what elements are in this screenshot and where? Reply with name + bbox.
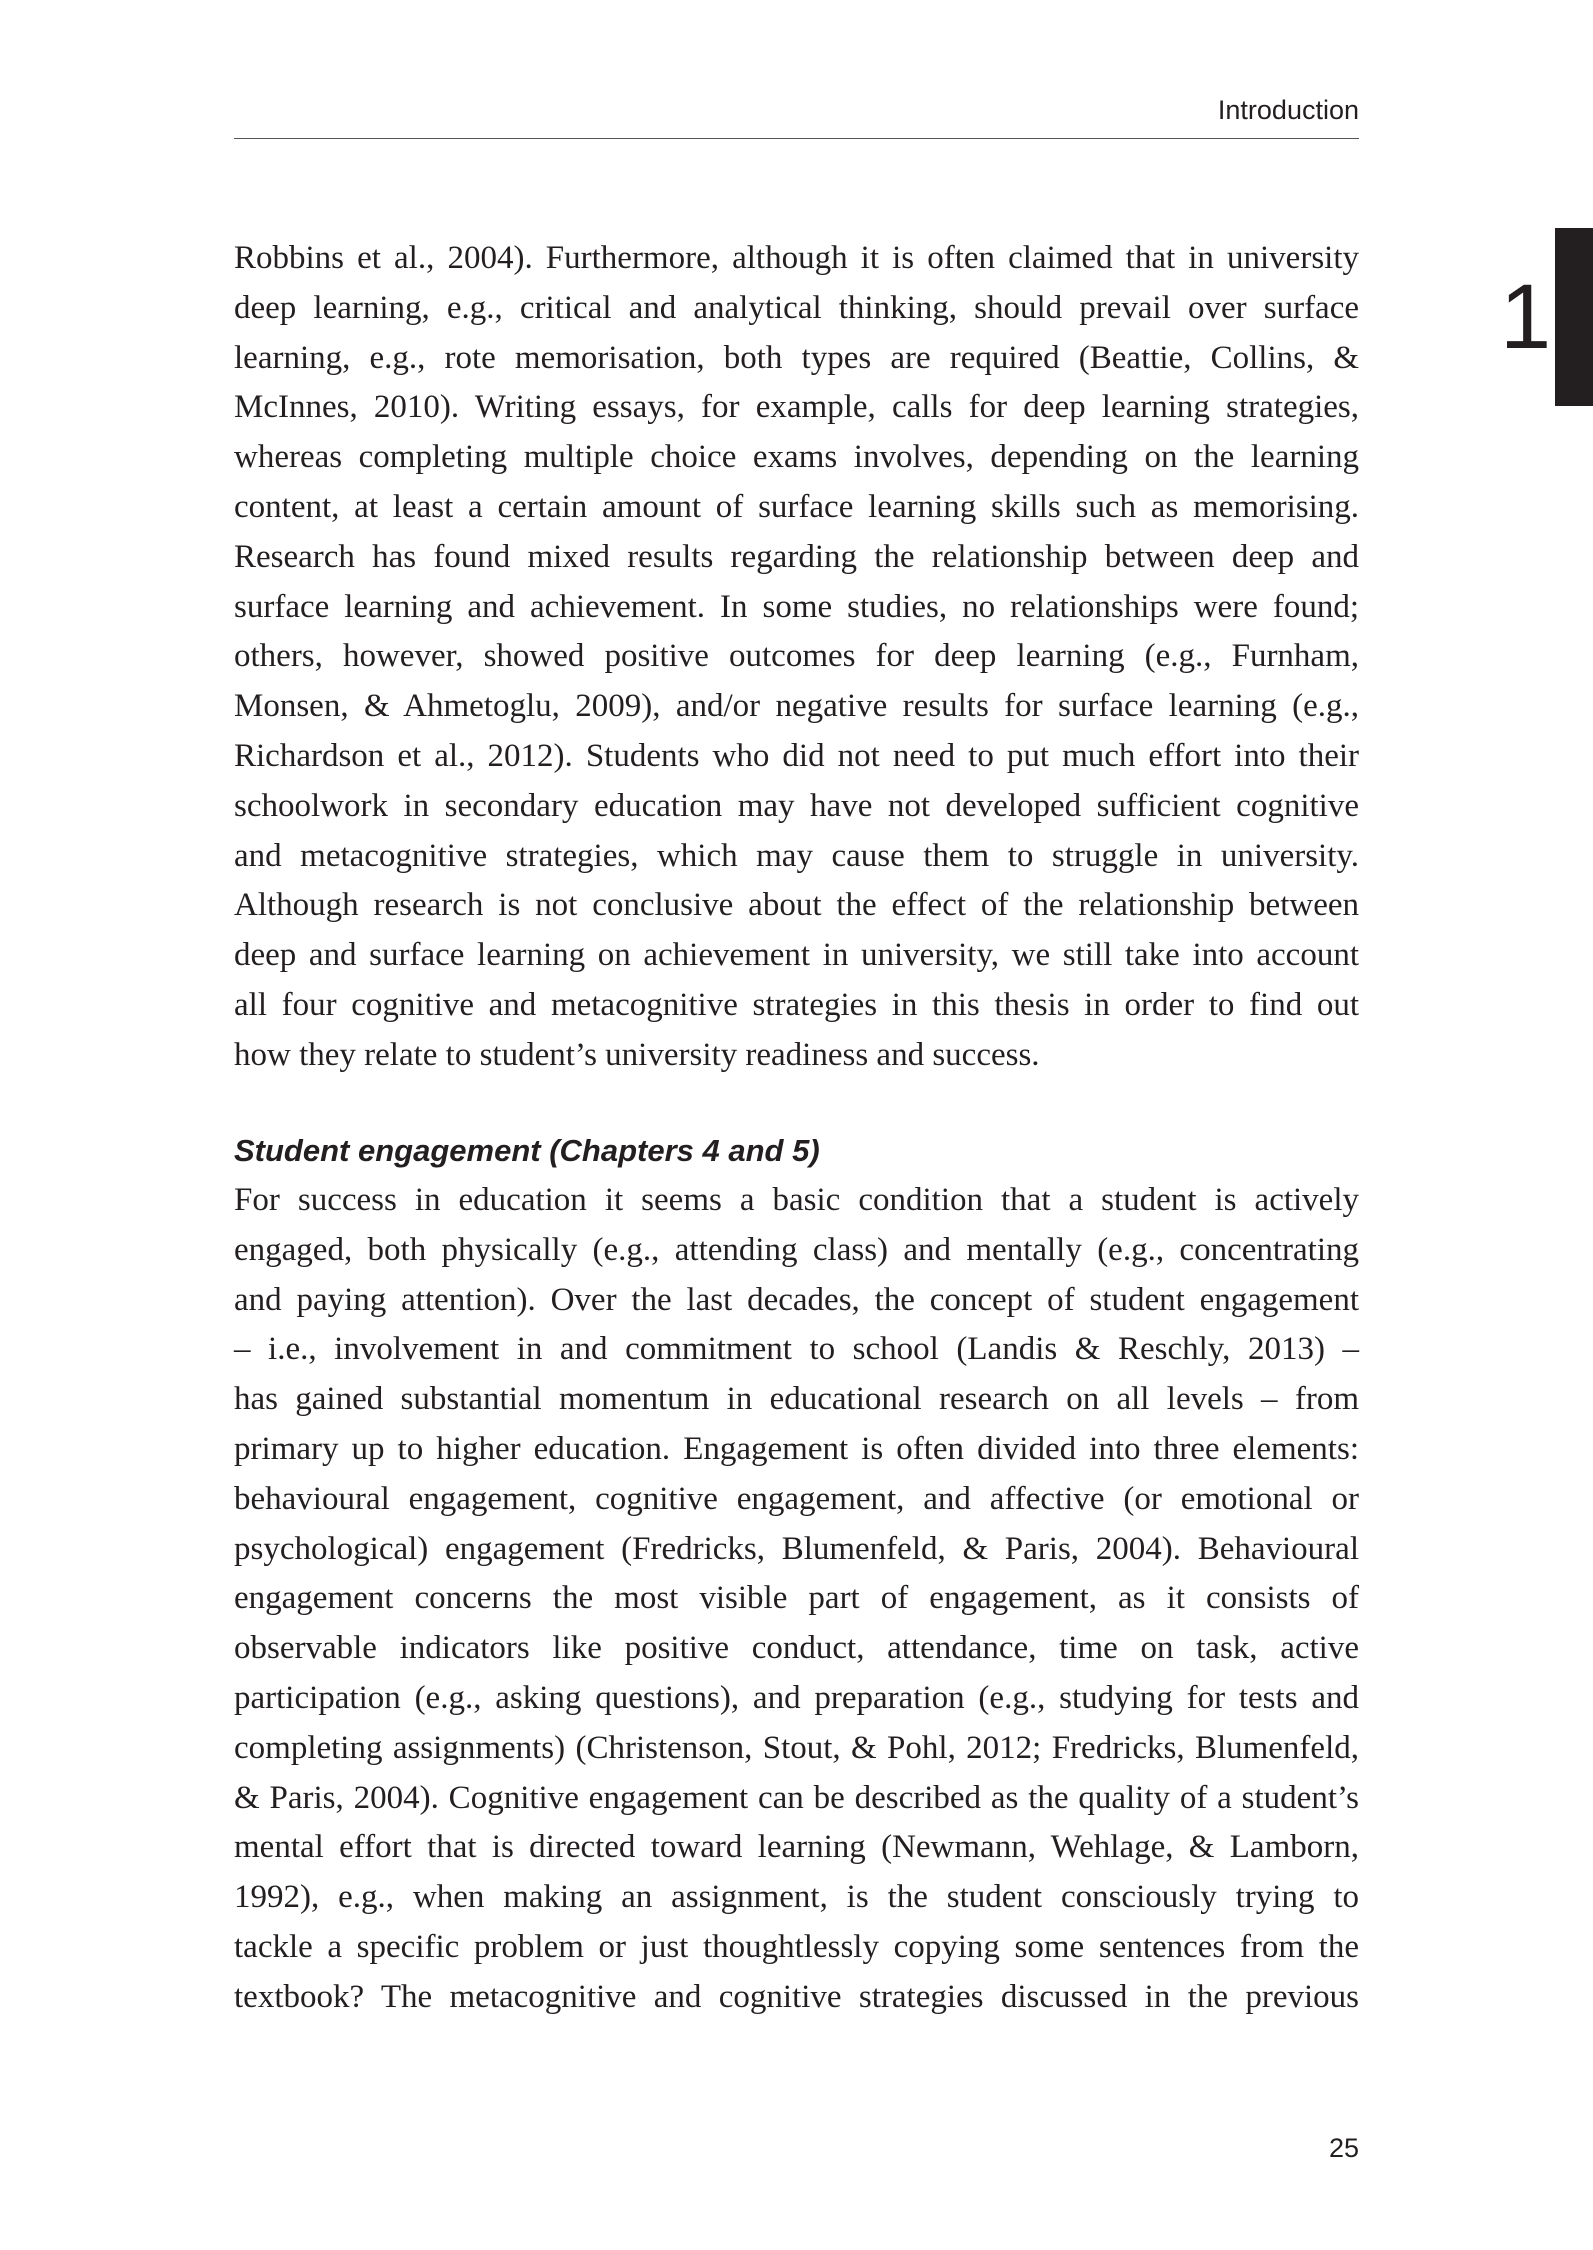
text-line: Although research is not conclusive about the effect of the relationship between [234, 887, 1359, 924]
text-line: mental effort that is directed toward learning (Newmann, Wehlage, & Lamborn, [234, 1829, 1359, 1866]
section-heading: Student engagement (Chapters 4 and 5) [234, 1133, 820, 1168]
running-header-title: Introduction [1217, 95, 1359, 125]
text-line: schoolwork in secondary education may have not developed sufficient cognitive [234, 787, 1359, 824]
text-line: Research has found mixed results regarding the relationship between deep and [234, 538, 1359, 575]
text-line: engaged, both physically (e.g., attending class) and mentally (e.g., concentrating [234, 1231, 1359, 1268]
text-line: 1992), e.g., when making an assignment, is the student consciously trying to [234, 1879, 1359, 1916]
paragraph-student-engagement [234, 1176, 1359, 2023]
text-line: how they relate to student’s university readiness and success. [234, 1036, 1040, 1073]
text-line: has gained substantial momentum in educational research on all levels – from [234, 1381, 1359, 1418]
text-line: surface learning and achievement. In some studies, no relationships were found; [234, 588, 1359, 625]
text-line: Monsen, & Ahmetoglu, 2009), and/or negative results for surface learning (e.g., [234, 688, 1359, 725]
text-line: learning, e.g., rote memorisation, both types are required (Beattie, Collins, & [234, 339, 1359, 376]
text-line: Robbins et al., 2004). Furthermore, although it is often claimed that in university [234, 240, 1359, 276]
text-line: all four cognitive and metacognitive strategies in this thesis in order to find out [234, 986, 1359, 1023]
text-line: deep learning, e.g., critical and analytical thinking, should prevail over surface [234, 289, 1359, 326]
text-line: Richardson et al., 2012). Students who did not need to put much effort into their [234, 737, 1359, 774]
text-line: McInnes, 2010). Writing essays, for example, calls for deep learning strategies, [234, 389, 1359, 426]
text-line: others, however, showed positive outcomes for deep learning (e.g., Furnham, [234, 638, 1359, 675]
paragraph-cognitive-strategies [234, 234, 1359, 1081]
text-line: tackle a specific problem or just thoughtlessly copying some sentences from the [234, 1928, 1359, 1965]
text-line: and paying attention). Over the last decades, the concept of student engagement [234, 1281, 1359, 1318]
text-line: psychological) engagement (Fredricks, Blumenfeld, & Paris, 2004). Behavioural [234, 1530, 1359, 1567]
text-line: whereas completing multiple choice exams involves, depending on the learning [234, 439, 1359, 476]
text-line: behavioural engagement, cognitive engagement, and affective (or emotional or [234, 1480, 1359, 1517]
chapter-number: 1 [1500, 266, 1552, 368]
text-line: engagement concerns the most visible part of engagement, as it consists of [234, 1580, 1359, 1617]
text-line: participation (e.g., asking questions), and preparation (e.g., studying for tests and [234, 1679, 1359, 1716]
text-line: deep and surface learning on achievement in university, we still take into account [234, 937, 1359, 974]
page-number: 25 [1328, 2133, 1359, 2163]
text-line: – i.e., involvement in and commitment to school (Landis & Reschly, 2013) – [234, 1331, 1359, 1368]
text-line: completing assignments) (Christenson, Stout, & Pohl, 2012; Fredricks, Blumenfeld, [234, 1729, 1359, 1766]
running-header [234, 90, 1359, 139]
chapter-tab-marker [1555, 228, 1593, 406]
text-line: observable indicators like positive conduct, attendance, time on task, active [234, 1630, 1359, 1667]
text-line: and metacognitive strategies, which may cause them to struggle in university. [234, 837, 1359, 874]
text-line: For success in education it seems a basic condition that a student is actively [234, 1182, 1359, 1218]
text-line: primary up to higher education. Engagement is often divided into three elements: [234, 1430, 1359, 1467]
text-line: & Paris, 2004). Cognitive engagement can be described as the quality of a student’s [234, 1779, 1359, 1816]
text-line: content, at least a certain amount of surface learning skills such as memorising. [234, 488, 1359, 525]
text-line: textbook? The metacognitive and cognitive strategies discussed in the previous [234, 1978, 1359, 2015]
